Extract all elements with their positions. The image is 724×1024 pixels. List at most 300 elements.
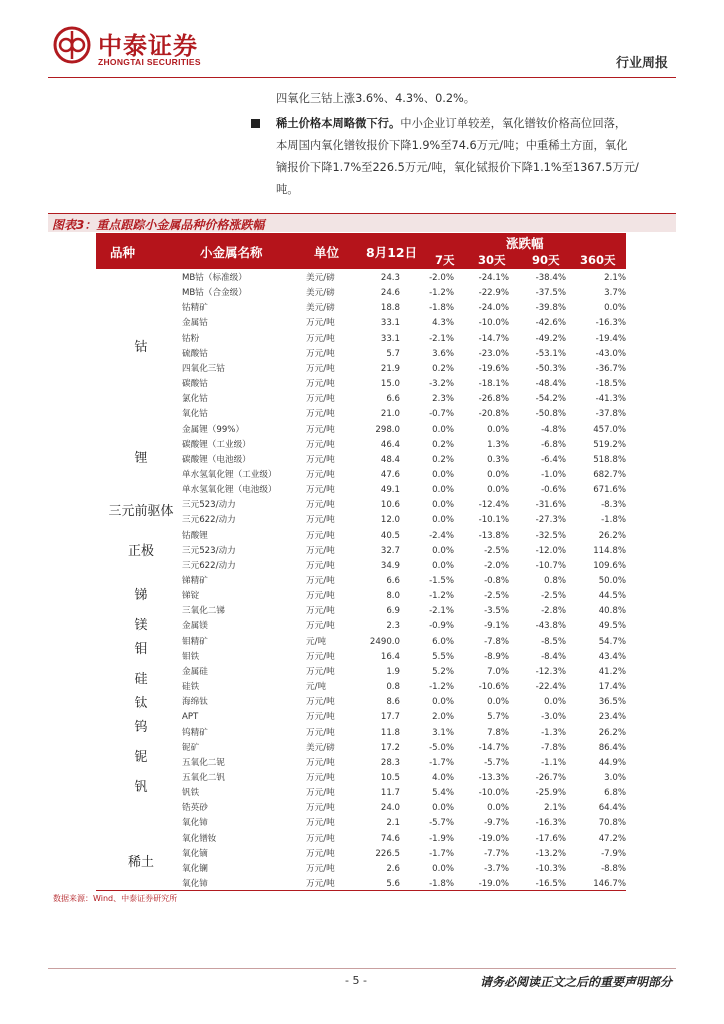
- header-unit: 单位: [314, 245, 340, 260]
- cell-unit: 万元/吨: [306, 333, 335, 344]
- company-name-en: ZHONGTAI SECURITIES: [98, 57, 201, 67]
- cell-d90: -3.0%: [541, 712, 566, 723]
- table-row: [182, 680, 626, 695]
- table-row: [182, 710, 626, 725]
- cell-name: 三氧化二锑: [182, 606, 225, 617]
- cell-name: 金属硅: [182, 666, 208, 677]
- cell-d360: 6.8%: [604, 788, 626, 799]
- table-row: [182, 529, 626, 544]
- header-date: 8月12日: [366, 245, 418, 260]
- cell-name: 锆英砂: [182, 803, 208, 814]
- table-bottom-rule: [96, 890, 626, 891]
- figure-title-bar: [48, 213, 676, 232]
- table-row: [182, 271, 626, 286]
- cell-d90: -39.8%: [535, 303, 566, 314]
- cell-name: 四氧化三钴: [182, 363, 225, 374]
- cell-unit: 万元/吨: [306, 409, 335, 420]
- category-rare-earth: 稀土: [127, 855, 154, 870]
- data-source: 数据来源：Wind、中泰证券研究所: [53, 894, 178, 903]
- cell-d7: -2.4%: [429, 530, 454, 541]
- cell-d30: -9.1%: [484, 621, 509, 632]
- cell-d90: -32.5%: [535, 530, 566, 541]
- cell-d30: -0.8%: [484, 576, 509, 586]
- cell-d30: 0.0%: [487, 469, 509, 480]
- cell-price: 16.4: [380, 651, 400, 662]
- cell-d30: 1.3%: [487, 439, 509, 450]
- cell-d30: -13.3%: [478, 772, 509, 783]
- cell-d7: 3.1%: [432, 727, 454, 738]
- cell-d360: 23.4%: [598, 712, 626, 723]
- cell-d360: -37.8%: [595, 409, 626, 420]
- cell-name: 海绵钛: [182, 697, 208, 708]
- cell-d360: -1.8%: [601, 515, 626, 526]
- cell-price: 5.6: [386, 879, 400, 889]
- cell-d7: -1.2%: [429, 682, 454, 693]
- table-row: [182, 377, 626, 392]
- category-antimony: 锑: [134, 588, 148, 603]
- paragraph-line: 中小企业订单较差，氧化镨钕价格高位回落，: [400, 117, 627, 130]
- cell-d360: 44.9%: [598, 757, 626, 768]
- paragraph-line: 本周国内氧化镨钕报价下降1.9%至74.6万元/吨；中重稀土方面，氧化: [276, 139, 628, 152]
- cell-d30: -24.0%: [478, 303, 509, 314]
- cell-d30: -5.7%: [484, 757, 509, 768]
- cell-d7: 0.0%: [432, 469, 454, 480]
- cell-d7: 4.3%: [432, 318, 454, 329]
- cell-name: 钼铁: [182, 651, 200, 662]
- cell-unit: 万元/吨: [306, 424, 335, 435]
- cell-d360: 26.2%: [598, 530, 626, 541]
- cell-d30: -2.5%: [484, 591, 509, 602]
- cell-name: 锑精矿: [182, 576, 208, 586]
- table-row: [182, 392, 626, 407]
- cell-d360: 70.8%: [598, 818, 626, 829]
- cell-price: 47.6: [380, 469, 400, 480]
- page-header: [0, 0, 724, 80]
- table-row: [182, 832, 626, 847]
- cell-d30: -10.6%: [478, 682, 509, 693]
- cell-d90: -2.8%: [541, 606, 566, 617]
- cell-d360: -36.7%: [595, 363, 626, 374]
- cell-d360: 0.0%: [604, 303, 626, 314]
- cell-unit: 万元/吨: [306, 454, 335, 465]
- cell-name: 钴酸锂: [182, 530, 208, 541]
- cell-d360: 49.5%: [598, 621, 626, 632]
- cell-d90: 2.1%: [544, 803, 566, 814]
- table-row: [182, 453, 626, 468]
- cell-d7: -5.0%: [429, 742, 454, 753]
- cell-price: 8.0: [386, 591, 400, 602]
- cell-unit: 万元/吨: [306, 530, 335, 541]
- cell-d90: -13.2%: [535, 848, 566, 859]
- cell-d360: 114.8%: [593, 545, 626, 556]
- cell-d360: 17.4%: [598, 682, 626, 693]
- category-cathode: 正极: [127, 544, 154, 559]
- cell-unit: 万元/吨: [306, 515, 335, 526]
- table-row: [182, 741, 626, 756]
- table-row: [182, 756, 626, 771]
- cell-d30: -19.0%: [478, 879, 509, 889]
- cell-unit: 万元/吨: [306, 697, 335, 708]
- cell-d7: 0.0%: [432, 545, 454, 556]
- cell-d90: -22.4%: [535, 682, 566, 693]
- cell-d90: -7.8%: [541, 742, 566, 753]
- cell-d7: 2.3%: [432, 394, 454, 405]
- header-divider: [48, 77, 676, 78]
- cell-unit: 元/吨: [306, 682, 327, 693]
- cell-d90: -42.6%: [535, 318, 566, 329]
- cell-d7: 2.0%: [432, 712, 454, 723]
- cell-name: 钴精矿: [182, 303, 208, 314]
- cell-d90: -8.5%: [541, 636, 566, 647]
- cell-d30: -7.8%: [484, 636, 509, 647]
- cell-d7: -1.7%: [429, 757, 454, 768]
- cell-d360: -18.5%: [595, 379, 626, 390]
- cell-d30: -8.9%: [484, 651, 509, 662]
- cell-d7: 6.0%: [432, 636, 454, 647]
- cell-d30: -19.6%: [478, 363, 509, 374]
- cell-price: 48.4: [380, 454, 400, 465]
- cell-price: 6.6: [386, 576, 400, 586]
- header-change: 涨跌幅: [506, 236, 544, 251]
- cell-d360: 86.4%: [598, 742, 626, 753]
- cell-d30: -22.9%: [478, 288, 509, 299]
- cell-price: 2.1: [386, 818, 400, 829]
- cell-d360: 47.2%: [598, 833, 626, 844]
- cell-name: 氯化钴: [182, 394, 208, 405]
- cell-price: 15.0: [380, 379, 400, 390]
- cell-d30: 7.0%: [487, 666, 509, 677]
- cell-d7: 5.5%: [432, 651, 454, 662]
- cell-unit: 万元/吨: [306, 757, 335, 768]
- cell-d90: -6.8%: [541, 439, 566, 450]
- cell-d90: -53.1%: [535, 348, 566, 359]
- cell-d30: -10.1%: [478, 515, 509, 526]
- table-row: [182, 498, 626, 513]
- table-row: [182, 286, 626, 301]
- cell-name: 单水氢氧化锂（工业级）: [182, 469, 277, 480]
- cell-price: 28.3: [380, 757, 400, 768]
- category-magnesium: 镁: [134, 618, 148, 633]
- cell-d90: -6.4%: [541, 454, 566, 465]
- cell-d7: 5.4%: [432, 788, 454, 799]
- table-row: [182, 316, 626, 331]
- table-row: [182, 513, 626, 528]
- cell-d360: -19.4%: [595, 333, 626, 344]
- cell-name: 钒铁: [182, 788, 200, 799]
- cell-d7: 0.0%: [432, 803, 454, 814]
- cell-d90: -48.4%: [535, 379, 566, 390]
- cell-price: 24.6: [380, 288, 400, 299]
- cell-d30: -19.0%: [478, 833, 509, 844]
- cell-d360: 3.7%: [604, 288, 626, 299]
- cell-d7: 0.0%: [432, 560, 454, 571]
- cell-d7: 0.2%: [432, 363, 454, 374]
- cell-d30: -7.7%: [484, 848, 509, 859]
- cell-price: 74.6: [380, 833, 400, 844]
- cell-name: 三元622/动力: [182, 560, 236, 571]
- cell-price: 10.6: [380, 500, 400, 511]
- cell-d360: -41.3%: [595, 394, 626, 405]
- company-name-cn: 中泰证券: [98, 32, 198, 60]
- category-vanadium: 钒: [134, 780, 148, 795]
- cell-d90: 0.0%: [544, 697, 566, 708]
- cell-price: 11.8: [380, 727, 400, 738]
- cell-d7: 0.2%: [432, 439, 454, 450]
- cell-d7: -0.9%: [429, 621, 454, 632]
- cell-d7: -1.2%: [429, 288, 454, 299]
- cell-d360: 457.0%: [593, 424, 626, 435]
- cell-d360: 44.5%: [598, 591, 626, 602]
- cell-unit: 元/吨: [306, 636, 327, 647]
- cell-unit: 万元/吨: [306, 318, 335, 329]
- cell-price: 10.5: [380, 772, 400, 783]
- cell-d30: 0.0%: [487, 697, 509, 708]
- cell-d7: 3.6%: [432, 348, 454, 359]
- cell-d90: -1.3%: [541, 727, 566, 738]
- cell-d30: -2.0%: [484, 560, 509, 571]
- table-row: [182, 816, 626, 831]
- cell-name: 氧化镧: [182, 863, 208, 874]
- cell-price: 21.9: [380, 363, 400, 374]
- paragraph-cobalt-tail: 四氧化三钴上涨3.6%、4.3%、0.2%。: [276, 92, 476, 105]
- cell-price: 0.8: [386, 682, 400, 693]
- cell-d90: -1.0%: [541, 469, 566, 480]
- cell-unit: 美元/磅: [306, 303, 335, 314]
- cell-d90: 0.8%: [544, 576, 566, 586]
- cell-d30: -13.8%: [478, 530, 509, 541]
- cell-name: APT: [182, 712, 199, 723]
- table-row: [182, 332, 626, 347]
- cell-d7: -1.5%: [429, 576, 454, 586]
- table-row: [182, 559, 626, 574]
- cell-unit: 万元/吨: [306, 879, 335, 889]
- header-7d: 7天: [435, 253, 455, 267]
- table-row: [182, 347, 626, 362]
- cell-unit: 万元/吨: [306, 833, 335, 844]
- cell-name: 锑锭: [182, 591, 200, 602]
- table-row: [182, 801, 626, 816]
- cell-price: 24.3: [380, 273, 400, 283]
- cell-name: 三元622/动力: [182, 515, 236, 526]
- cell-d30: -3.5%: [484, 606, 509, 617]
- cell-name: 铌矿: [182, 742, 200, 753]
- figure-title: 图表3：重点跟踪小金属品种价格涨跌幅: [52, 218, 265, 232]
- category-tungsten: 钨: [134, 720, 148, 735]
- cell-d30: -2.5%: [484, 545, 509, 556]
- table-row: [182, 407, 626, 422]
- table-row: [182, 695, 626, 710]
- cell-price: 12.0: [380, 515, 400, 526]
- paragraph-rare-earth: [276, 113, 676, 201]
- cell-price: 40.5: [380, 530, 400, 541]
- table-row: [182, 589, 626, 604]
- cell-d30: -24.1%: [478, 273, 509, 283]
- table-row: [182, 635, 626, 650]
- cell-d7: 4.0%: [432, 772, 454, 783]
- cell-d7: 0.0%: [432, 485, 454, 496]
- cell-d7: -2.1%: [429, 333, 454, 344]
- cell-unit: 万元/吨: [306, 651, 335, 662]
- cell-unit: 万元/吨: [306, 666, 335, 677]
- paragraph-line: 吨。: [276, 183, 299, 196]
- cell-d90: -1.1%: [541, 757, 566, 768]
- cell-unit: 万元/吨: [306, 348, 335, 359]
- cell-d90: -25.9%: [535, 788, 566, 799]
- cell-d360: 2.1%: [604, 273, 626, 283]
- cell-d30: -3.7%: [484, 863, 509, 874]
- cell-price: 17.7: [380, 712, 400, 723]
- cell-name: 三元523/动力: [182, 545, 236, 556]
- cell-d30: 5.7%: [487, 712, 509, 723]
- cell-d7: 0.0%: [432, 500, 454, 511]
- cell-name: 钼精矿: [182, 636, 208, 647]
- cell-name: 金属锂（99%）: [182, 424, 245, 435]
- cell-d90: -12.3%: [535, 666, 566, 677]
- cell-name: 硫酸钴: [182, 348, 208, 359]
- table-row: [182, 650, 626, 665]
- page-number: - 5 -: [345, 974, 367, 987]
- cell-name: 氧化镨钕: [182, 833, 217, 844]
- cell-price: 2490.0: [369, 636, 400, 647]
- cell-unit: 万元/吨: [306, 621, 335, 632]
- table-row: [182, 604, 626, 619]
- table-row: [182, 726, 626, 741]
- footer-divider: [48, 968, 676, 969]
- cell-unit: 万元/吨: [306, 560, 335, 571]
- table-row: [182, 786, 626, 801]
- table-row: [182, 362, 626, 377]
- table-row: [182, 438, 626, 453]
- cell-unit: 万元/吨: [306, 485, 335, 496]
- cell-d90: -10.3%: [535, 863, 566, 874]
- table-row: [182, 423, 626, 438]
- cell-unit: 万元/吨: [306, 394, 335, 405]
- cell-d90: -8.4%: [541, 651, 566, 662]
- cell-unit: 万元/吨: [306, 772, 335, 783]
- cell-price: 6.9: [386, 606, 400, 617]
- cell-d90: -0.6%: [541, 485, 566, 496]
- cell-d90: -37.5%: [535, 288, 566, 299]
- cell-unit: 万元/吨: [306, 818, 335, 829]
- cell-d7: -1.8%: [429, 303, 454, 314]
- cell-price: 32.7: [380, 545, 400, 556]
- cell-d360: 54.7%: [598, 636, 626, 647]
- cell-d7: -1.7%: [429, 848, 454, 859]
- cell-unit: 美元/磅: [306, 742, 335, 753]
- table-row: [182, 468, 626, 483]
- cell-d30: -12.4%: [478, 500, 509, 511]
- cell-d90: -31.6%: [535, 500, 566, 511]
- cell-d90: -26.7%: [535, 772, 566, 783]
- cell-d30: -26.8%: [478, 394, 509, 405]
- paragraph-line: 镝报价下降1.7%至226.5万元/吨，氧化铽报价下降1.1%至1367.5万元/: [276, 161, 639, 174]
- cell-d30: -10.0%: [478, 788, 509, 799]
- cell-d90: -49.2%: [535, 333, 566, 344]
- cell-d30: 7.8%: [487, 727, 509, 738]
- cell-unit: 万元/吨: [306, 803, 335, 814]
- header-name: 小金属名称: [200, 245, 263, 260]
- cell-name: 硅铁: [182, 682, 200, 693]
- cell-d360: -16.3%: [595, 318, 626, 329]
- cell-unit: 万元/吨: [306, 379, 335, 390]
- cell-d360: -7.9%: [601, 848, 626, 859]
- cell-name: MB钴（标准级）: [182, 273, 247, 283]
- cell-name: 碳酸锂（工业级）: [182, 439, 251, 450]
- cell-name: 氧化铈: [182, 818, 208, 829]
- table-row: [182, 665, 626, 680]
- cell-d360: -8.8%: [601, 863, 626, 874]
- cell-d7: 0.0%: [432, 697, 454, 708]
- cell-d90: -17.6%: [535, 833, 566, 844]
- cell-name: 五氧化二钒: [182, 772, 225, 783]
- table-row: [182, 847, 626, 862]
- cell-price: 6.6: [386, 394, 400, 405]
- cell-d30: -23.0%: [478, 348, 509, 359]
- cell-price: 1.9: [386, 666, 400, 677]
- cell-d90: -10.7%: [535, 560, 566, 571]
- cell-unit: 美元/磅: [306, 273, 335, 283]
- cell-name: 碳酸锂（电池级）: [182, 454, 251, 465]
- header-360d: 360天: [580, 253, 616, 267]
- bullet-square-icon: [251, 119, 260, 128]
- cell-name: 氧化钴: [182, 409, 208, 420]
- category-titanium: 钛: [134, 696, 148, 711]
- category-cobalt: 钴: [134, 340, 148, 355]
- disclaimer-text: 请务必阅读正文之后的重要声明部分: [479, 975, 672, 989]
- cell-d7: -2.1%: [429, 606, 454, 617]
- table-row: [182, 483, 626, 498]
- header-category: 品种: [110, 245, 136, 260]
- cell-d30: -20.8%: [478, 409, 509, 420]
- cell-d360: -8.3%: [601, 500, 626, 511]
- category-ternary-precursor: 三元前驱体: [108, 504, 174, 519]
- category-silicon: 硅: [134, 672, 148, 687]
- header-90d: 90天: [532, 253, 560, 267]
- cell-d90: -4.8%: [541, 424, 566, 435]
- cell-d360: 50.0%: [598, 576, 626, 586]
- cell-name: 钨精矿: [182, 727, 208, 738]
- cell-unit: 万元/吨: [306, 712, 335, 723]
- category-molybdenum: 钼: [134, 642, 148, 657]
- cell-d360: 36.5%: [598, 697, 626, 708]
- cell-d7: -0.7%: [429, 409, 454, 420]
- cell-d360: 40.8%: [598, 606, 626, 617]
- cell-d90: -27.3%: [535, 515, 566, 526]
- table-row: [182, 574, 626, 589]
- category-lithium: 锂: [134, 451, 148, 466]
- cell-d90: -12.0%: [535, 545, 566, 556]
- cell-unit: 万元/吨: [306, 363, 335, 374]
- cell-d90: -38.4%: [535, 273, 566, 283]
- cell-price: 21.0: [380, 409, 400, 420]
- cell-price: 33.1: [380, 333, 400, 344]
- cell-d360: 64.4%: [598, 803, 626, 814]
- cell-d360: 26.2%: [598, 727, 626, 738]
- cell-d7: 5.2%: [432, 666, 454, 677]
- cell-unit: 万元/吨: [306, 439, 335, 450]
- cell-unit: 万元/吨: [306, 545, 335, 556]
- cell-price: 226.5: [375, 848, 400, 859]
- cell-price: 49.1: [380, 485, 400, 496]
- cell-d90: -50.3%: [535, 363, 566, 374]
- cell-name: 五氧化二铌: [182, 757, 225, 768]
- cell-name: 氧化铈: [182, 879, 208, 889]
- cell-d360: -43.0%: [595, 348, 626, 359]
- table-row: [182, 862, 626, 877]
- cell-d90: -43.8%: [535, 621, 566, 632]
- cell-price: 11.7: [380, 788, 400, 799]
- zhongtai-logo-icon: [53, 26, 91, 64]
